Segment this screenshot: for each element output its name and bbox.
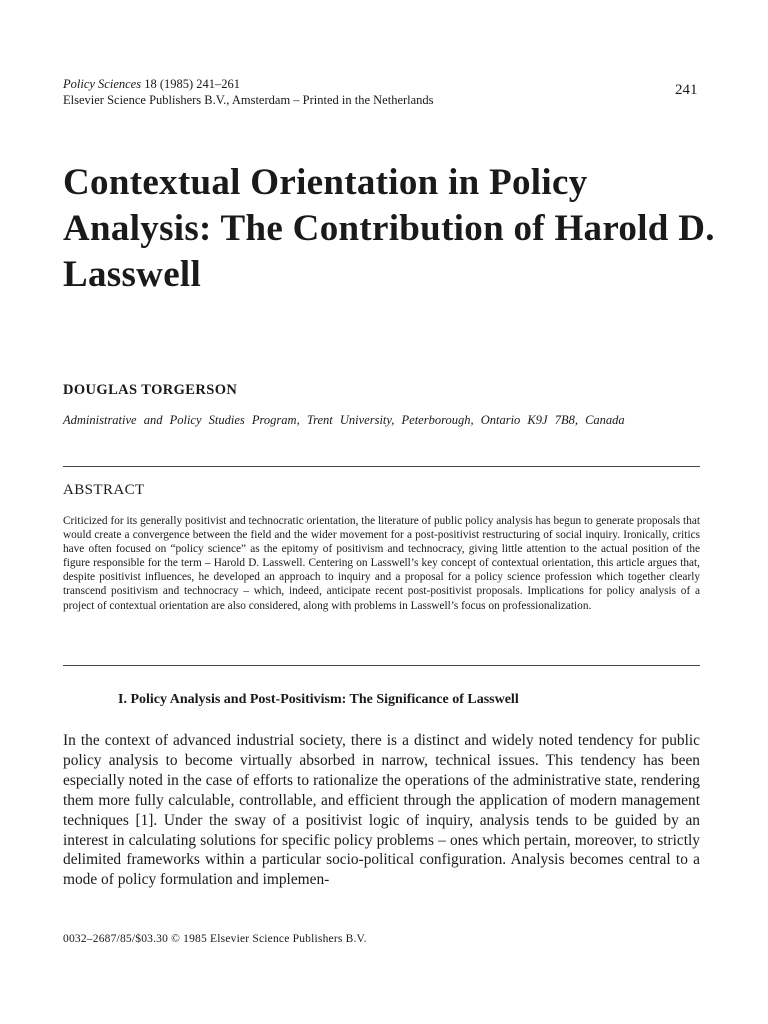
author-name: DOUGLAS TORGERSON xyxy=(63,382,238,398)
journal-header xyxy=(63,76,703,108)
author-affiliation: Administrative and Policy Studies Program, Trent University, Peterborough, Ontario K9J 7B8, Canada xyxy=(63,413,625,427)
page-number: 241 xyxy=(675,82,698,98)
abstract-heading: ABSTRACT xyxy=(63,482,145,498)
journal-citation-line xyxy=(63,76,703,92)
article-title: Contextual Orientation in Policy Analysis: The Contribution of Harold D. Lasswell xyxy=(63,162,715,295)
copyright-footer: 0032–2687/85/$03.30 © 1985 Elsevier Science Publishers B.V. xyxy=(63,933,367,945)
abstract-text: Criticized for its generally positivist and technocratic orientation, the literature of public policy analysis has begun to generate proposals that would create a convergence between the field and the wider movement for a post-positivist restructuring of social inquiry. Ironically, critics have often focused on “policy science” as the epitomy of positivism and technocracy, giving little attention to the actual position of the figure responsible for the term – Harold D. Lasswell. Centering on Lasswell’s key concept of contextual orientation, this article argues that, despite positivist influences, he developed an approach to inquiry and a proposal for a policy science profession which together clearly transcend positivism and technocracy – which, indeed, anticipate recent post-positivist proposals. Implications for policy analysis of a project of contextual orientation are also considered, along with problems in Lasswell’s focus on professionalization. xyxy=(63,515,700,612)
body-paragraph: In the context of advanced industrial society, there is a distinct and widely noted tendency for public policy analysis to become virtually absorbed in narrow, technical issues. This tendency has been especially noted in the case of efforts to rationalize the operations of the administrative state, rendering them more fully calculable, controllable, and efficient through the application of modern management techniques [1]. Under the sway of a positivist logic of inquiry, analysis tends to be guided by an interest in calculating solutions for specific policy problems – ones which pertain, moreover, to strictly delimited frameworks within a particular socio-political configuration. Analysis becomes central to a mode of policy formulation and implemen- xyxy=(63,732,700,889)
journal-volume-pages: 18 (1985) 241–261 xyxy=(141,77,241,91)
section-heading: I. Policy Analysis and Post-Positivism: The Significance of Lasswell xyxy=(118,692,519,707)
abstract-top-rule xyxy=(63,466,700,467)
abstract-bottom-rule xyxy=(63,665,700,666)
journal-name: Policy Sciences xyxy=(63,77,142,91)
publisher-line: Elsevier Science Publishers B.V., Amsterdam – Printed in the Netherlands xyxy=(63,93,434,107)
